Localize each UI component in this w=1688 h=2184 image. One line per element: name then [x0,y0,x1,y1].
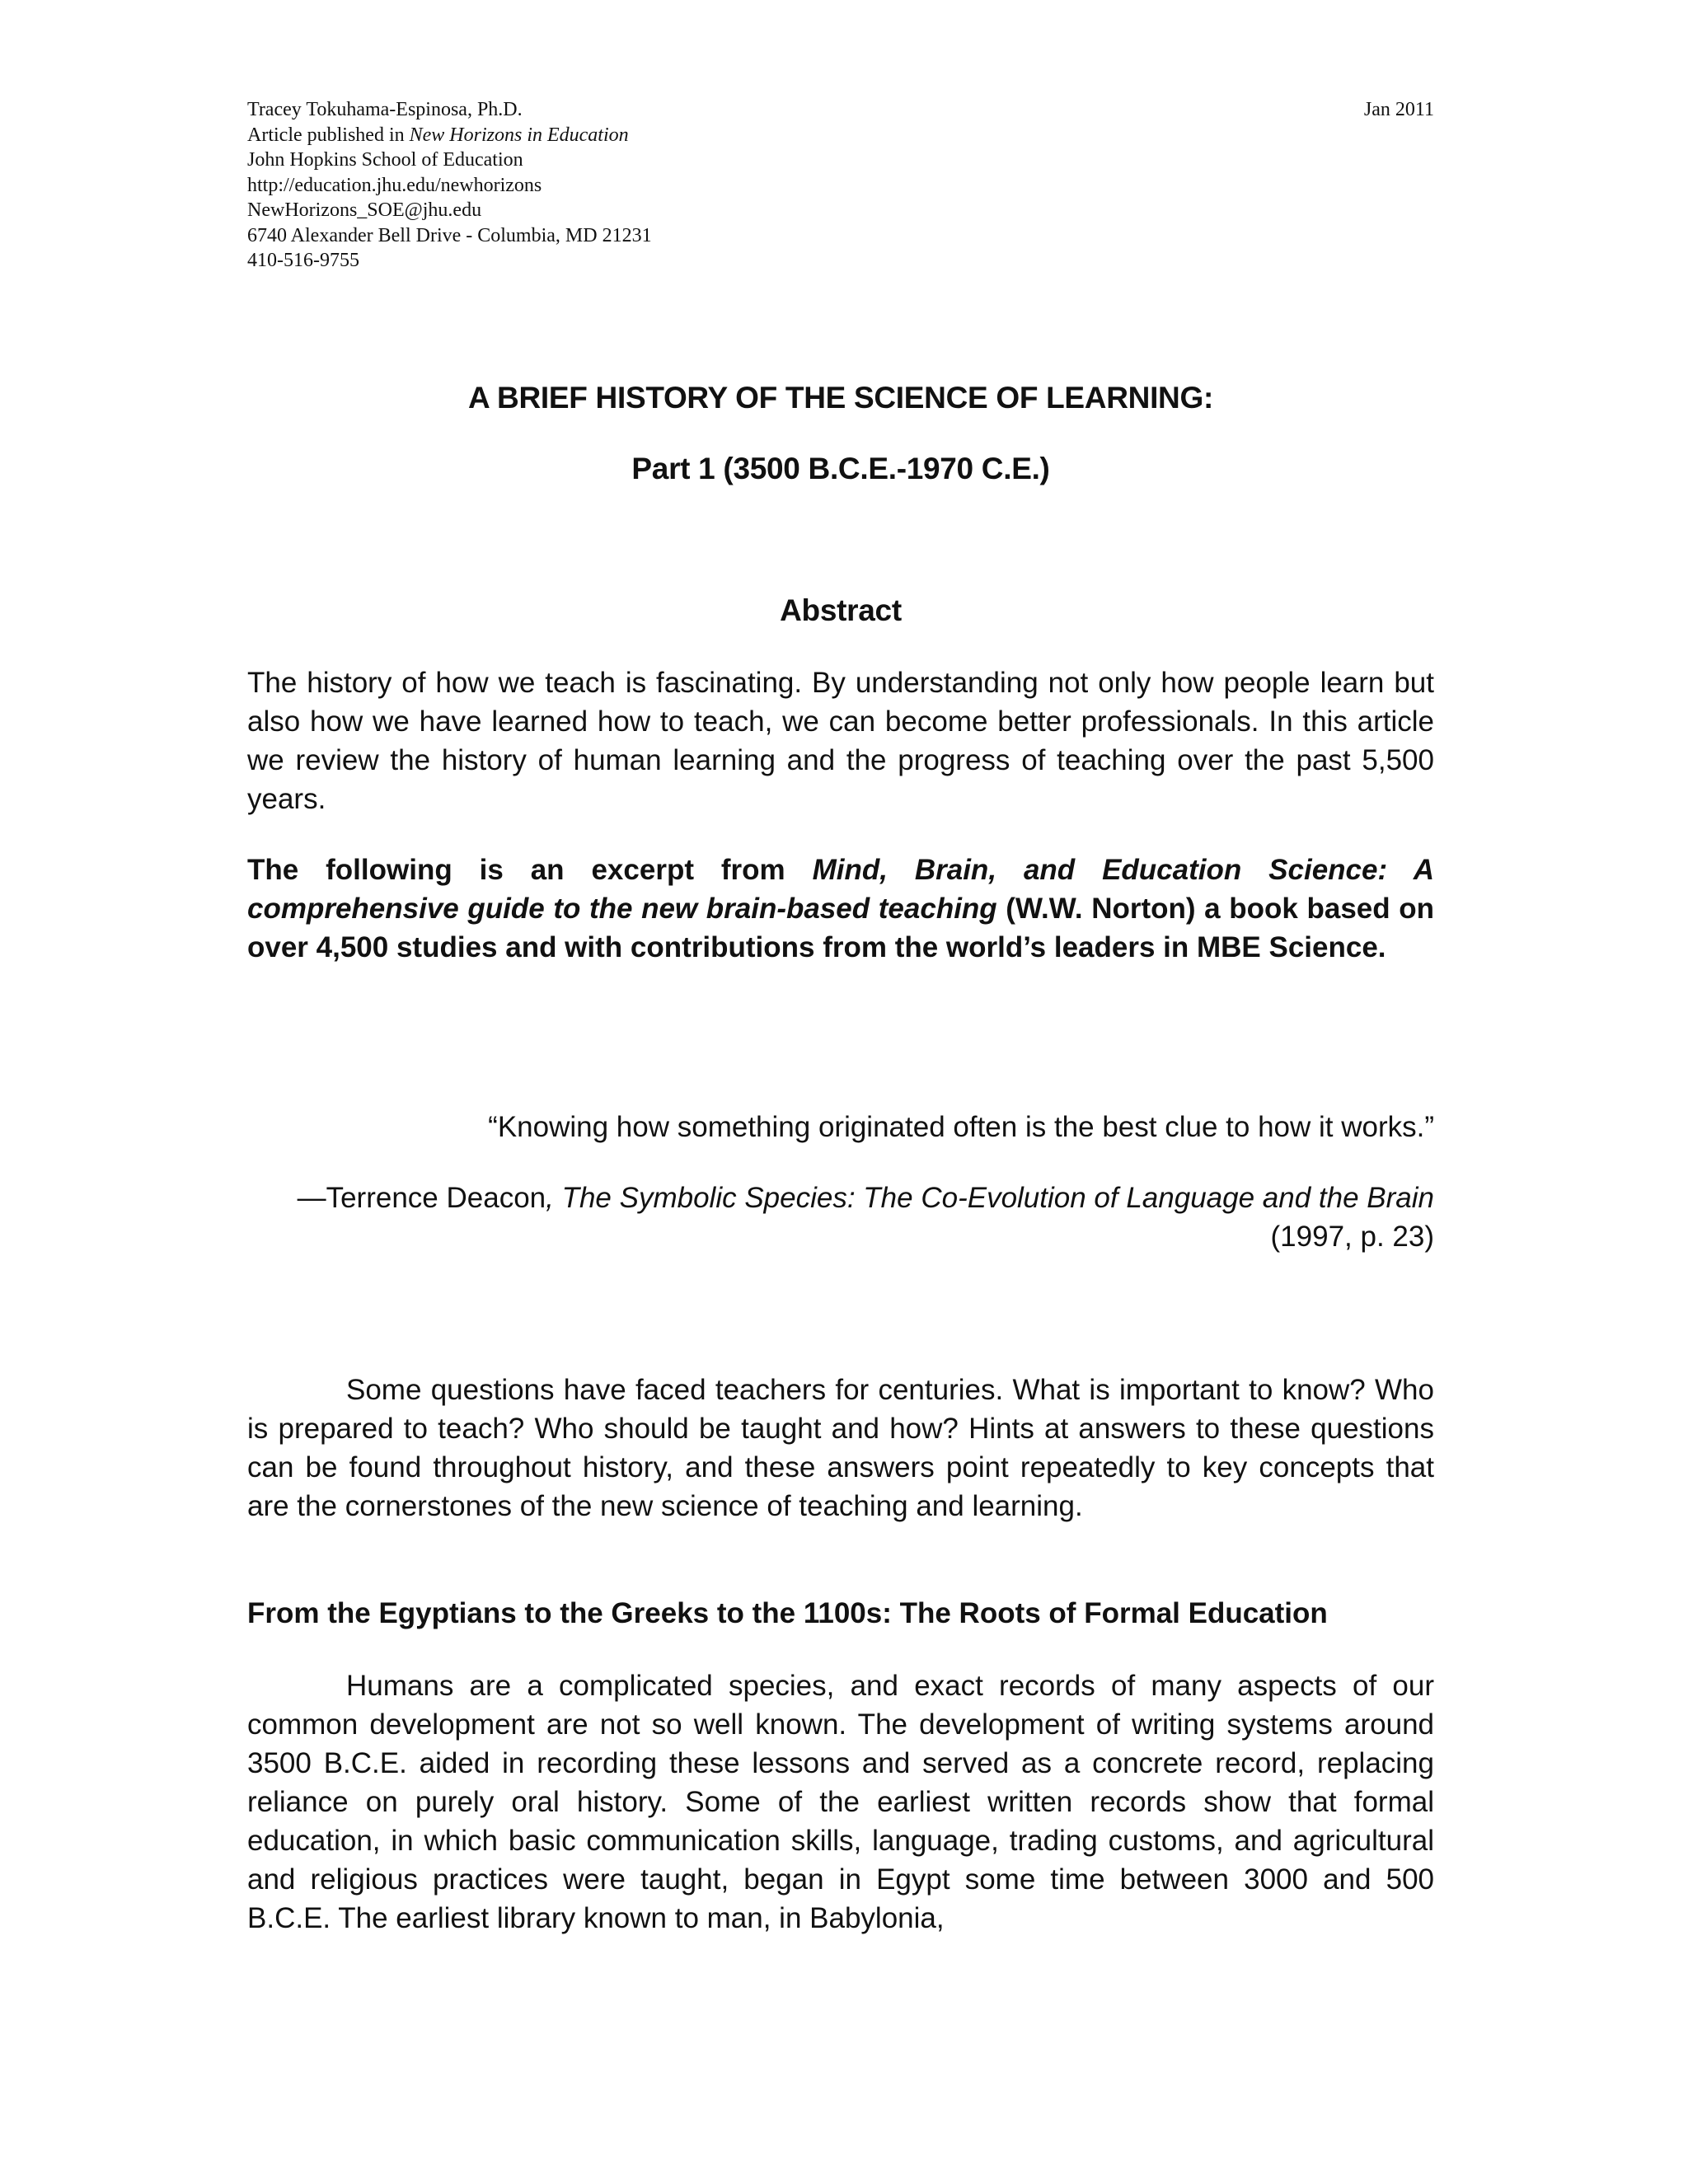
epigraph-attribution [247,1179,1434,1256]
publication-date: Jan 2011 [1363,99,1434,120]
publication-url: http://education.jhu.edu/newhorizons [247,174,542,196]
excerpt-note [247,851,1434,967]
excerpt-prefix: The following is an excerpt from [247,854,813,886]
section-heading: From the Egyptians to the Greeks to the 1100s: The Roots of Formal Education [247,1597,1328,1629]
attribution-title: , The Symbolic Species: The Co-Evolution of Language and the Brain [546,1182,1434,1214]
contact-email: NewHorizons_SOE@jhu.edu [247,199,482,221]
author-name: Tracey Tokuhama-Espinosa, Ph.D. [247,99,523,120]
attribution-author: —Terrence Deacon [297,1182,546,1214]
body-paragraph: Humans are a complicated species, and exact records of many aspects of our common development are not so well known. The development of writing systems around 3500 B.C.E. aided in recording these lessons and served as a concrete record, replacing reliance on purely oral history. Some of the earliest written records show that formal education, in which basic communication skills, language, trading customs, and agricultural and religious practices were taught, began in Egypt some time between 3000 and 500 B.C.E. The earliest library known to man, in Babylonia, [247,1670,1434,1934]
publication-prefix: Article published in [247,124,410,146]
article-title: A BRIEF HISTORY OF THE SCIENCE OF LEARNING: [468,381,1213,415]
book-title: Mind, Brain, and Education Science: A comprehensive guide to the new brain-based teaching [247,854,1435,925]
publication-name: New Horizons in Education [409,124,629,146]
article-subtitle: Part 1 (3500 B.C.E.-1970 C.E.) [631,452,1050,485]
abstract-heading: Abstract [780,593,902,627]
document-page [247,0,1434,2184]
school-name: John Hopkins School of Education [247,149,523,171]
author-header [247,97,1434,274]
phone-number: 410-516-9755 [247,250,359,271]
publication-line [247,123,1434,148]
postal-address: 6740 Alexander Bell Drive - Columbia, MD 21231 [247,224,652,246]
abstract-text: The history of how we teach is fascinating. By understanding not only how people learn but also how we have learned how to teach, we can become better professionals. In this article we review the history of human learning and the progress of teaching over the past 5,500 years. [247,667,1434,815]
epigraph-quote: “Knowing how something originated often is the best clue to how it works.” [488,1111,1434,1143]
attribution-citation: (1997, p. 23) [1270,1221,1434,1253]
body-paragraph: Some questions have faced teachers for centuries. What is important to know? Who is prepared to teach? Who should be taught and how? Hints at answers to these questions can be found throughout history, and these answers point repeatedly to key concepts that are the cornerstones of the new science of teaching and learning. [247,1374,1434,1522]
excerpt-suffix: (W.W. Norton) a book based on over 4,500 studies and with contributions from the world’s leaders in MBE Science. [247,893,1435,963]
